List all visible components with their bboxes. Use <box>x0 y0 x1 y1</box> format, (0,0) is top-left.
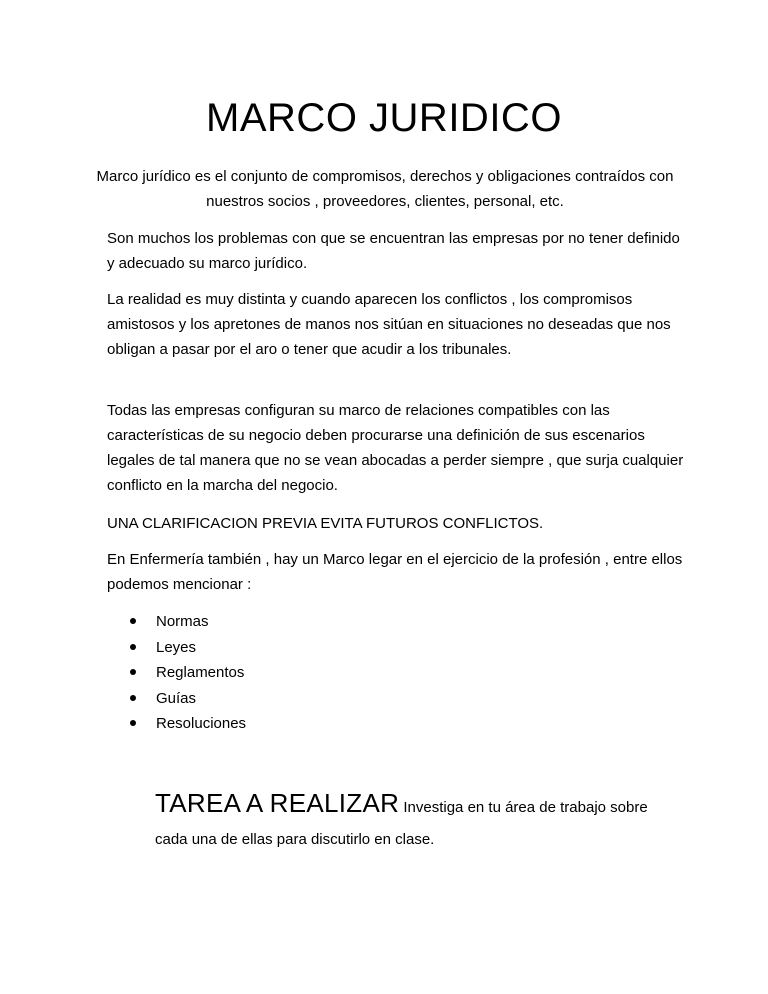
bullet-icon <box>130 720 136 726</box>
task-heading: TAREA A REALIZAR <box>155 788 400 818</box>
list-item-label: Guías <box>156 689 197 707</box>
list-item <box>130 686 246 712</box>
paragraph-problems: Son muchos los problemas con que se encuentran las empresas por no tener definido y adecuado su marco jurídico. <box>107 230 680 272</box>
bullet-icon <box>130 669 136 675</box>
paragraph-reality: La realidad es muy distinta y cuando aparecen los conflictos , los compromisos amistosos y los apretones de manos nos sitúan en situaciones no deseadas que nos obligan a pasar por el aro o tener que acudir a los tribunales. <box>107 291 671 358</box>
framework-list <box>130 609 246 737</box>
task-text: Investiga en tu área de trabajo sobre cada una de ellas para discutirlo en clase. <box>155 799 648 848</box>
list-item <box>130 711 246 737</box>
list-item <box>130 635 246 661</box>
document-title: MARCO JURIDICO <box>206 96 562 140</box>
list-item-label: Leyes <box>156 638 197 656</box>
list-item-label: Reglamentos <box>156 664 245 681</box>
list-item-label: Normas <box>156 613 209 630</box>
task-section <box>155 787 675 856</box>
bullet-icon <box>130 644 136 650</box>
paragraph-companies: Todas las empresas configuran su marco de relaciones compatibles con las características de su negocio deben procurarse una definición de sus escenarios legales de tal manera que no se vean abocadas a perder siempre , que surja cualquier conflicto en la marcha del negocio. <box>107 402 684 494</box>
paragraph-nursing: En Enfermería también , hay un Marco legar en el ejercicio de la profesión , entre ellos podemos mencionar : <box>107 551 683 593</box>
list-item <box>130 609 246 635</box>
list-item-label: Resoluciones <box>156 715 247 732</box>
bullet-icon <box>130 618 136 624</box>
list-item <box>130 660 246 686</box>
paragraph-clarification: UNA CLARIFICACION PREVIA EVITA FUTUROS CONFLICTOS. <box>107 515 544 532</box>
intro-paragraph: Marco jurídico es el conjunto de compromisos, derechos y obligaciones contraídos con nuestros socios , proveedores, clientes, personal, etc. <box>96 168 674 210</box>
bullet-icon <box>130 695 136 701</box>
